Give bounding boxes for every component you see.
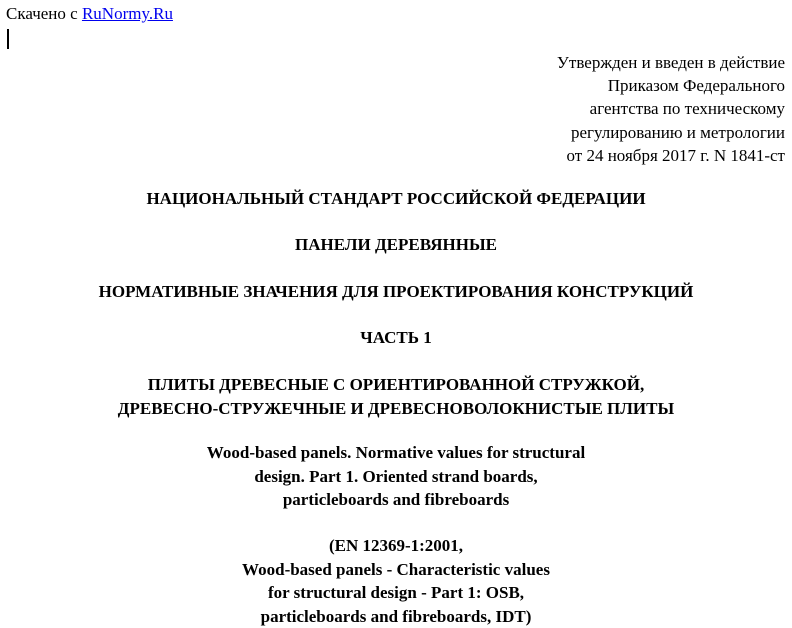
text-cursor (7, 29, 9, 49)
reference-line: particleboards and fibreboards, IDT) (0, 605, 792, 628)
source-line (6, 4, 173, 24)
part-title-line: ДРЕВЕСНО-СТРУЖЕЧНЫЕ И ДРЕВЕСНОВОЛОКНИСТЫЕ ПЛИТЫ (0, 397, 792, 421)
approval-line: агентства по техническому (385, 97, 785, 120)
approval-line: Утвержден и введен в действие (385, 51, 785, 74)
subject-heading: ПАНЕЛИ ДЕРЕВЯННЫЕ (0, 234, 792, 256)
part-title (0, 373, 792, 420)
reference-line: Wood-based panels - Characteristic values (0, 558, 792, 582)
part-heading: ЧАСТЬ 1 (0, 327, 792, 349)
english-title-line: particleboards and fibreboards (0, 488, 792, 512)
purpose-heading: НОРМАТИВНЫЕ ЗНАЧЕНИЯ ДЛЯ ПРОЕКТИРОВАНИЯ КОНСТРУКЦИЙ (0, 281, 792, 303)
english-title-line: design. Part 1. Oriented strand boards, (0, 465, 792, 489)
part-title-line: ПЛИТЫ ДРЕВЕСНЫЕ С ОРИЕНТИРОВАННОЙ СТРУЖКОЙ, (0, 373, 792, 397)
approval-line: регулированию и метрологии (385, 121, 785, 144)
english-title-line: Wood-based panels. Normative values for structural (0, 441, 792, 465)
standard-title: НАЦИОНАЛЬНЫЙ СТАНДАРТ РОССИЙСКОЙ ФЕДЕРАЦИИ (0, 188, 792, 210)
source-prefix: Скачено с (6, 4, 82, 23)
reference-line: for structural design - Part 1: OSB, (0, 581, 792, 605)
approval-block (385, 51, 785, 167)
source-link[interactable]: RuNormy.Ru (82, 4, 173, 23)
approval-line: Приказом Федерального (385, 74, 785, 97)
reference-block (0, 534, 792, 628)
reference-line: (EN 12369-1:2001, (0, 534, 792, 558)
english-title (0, 441, 792, 512)
approval-line: от 24 ноября 2017 г. N 1841-ст (385, 144, 785, 167)
